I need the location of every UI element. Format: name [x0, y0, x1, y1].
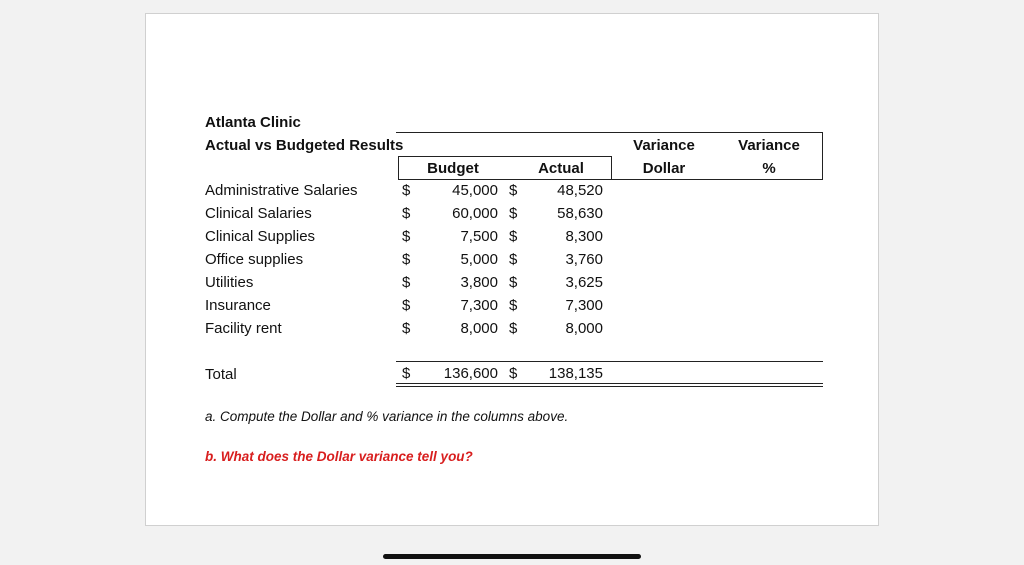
- actual-value: 8,300: [565, 228, 603, 245]
- currency-symbol: $: [509, 365, 518, 382]
- currency-symbol: $: [402, 274, 411, 291]
- currency-symbol: $: [402, 297, 411, 314]
- header-variance-pct-line1: Variance: [738, 137, 800, 154]
- currency-symbol: $: [402, 365, 411, 382]
- actual-value: 3,625: [565, 274, 603, 291]
- header-right-border: [822, 132, 823, 180]
- total-top-line: [396, 361, 823, 362]
- currency-symbol: $: [509, 320, 518, 337]
- budget-value: 3,800: [460, 274, 498, 291]
- header-variance-pct-line2: %: [762, 160, 776, 177]
- row-label: Administrative Salaries: [205, 182, 358, 199]
- header-actual: Actual: [538, 160, 584, 177]
- currency-symbol: $: [509, 228, 518, 245]
- currency-symbol: $: [509, 251, 518, 268]
- currency-symbol: $: [509, 182, 518, 199]
- currency-symbol: $: [402, 320, 411, 337]
- home-indicator-bar[interactable]: [383, 554, 641, 559]
- actual-value: 48,520: [557, 182, 603, 199]
- total-double-underline-1: [396, 383, 823, 384]
- currency-symbol: $: [402, 182, 411, 199]
- currency-symbol: $: [402, 228, 411, 245]
- header-variance-dollar-line2: Dollar: [642, 160, 686, 177]
- currency-symbol: $: [509, 297, 518, 314]
- row-label: Office supplies: [205, 251, 304, 268]
- question-b: b. What does the Dollar variance tell you?: [205, 449, 473, 464]
- total-label: Total: [205, 366, 237, 383]
- budget-value: 5,000: [460, 251, 498, 268]
- row-label: Clinical Salaries: [205, 205, 312, 222]
- row-label: Facility rent: [205, 320, 282, 337]
- total-budget-value: 136,600: [443, 365, 498, 382]
- header-top-line: [396, 132, 823, 133]
- budget-value: 45,000: [452, 182, 498, 199]
- currency-symbol: $: [509, 205, 518, 222]
- question-a: a. Compute the Dollar and % variance in the columns above.: [205, 409, 569, 424]
- currency-symbol: $: [402, 251, 411, 268]
- document-title: Atlanta Clinic: [205, 114, 301, 131]
- document-page: [145, 13, 879, 526]
- row-label: Clinical Supplies: [205, 228, 316, 245]
- budget-value: 7,500: [460, 228, 498, 245]
- total-double-underline-2: [396, 386, 823, 387]
- header-budget: Budget: [427, 160, 479, 177]
- actual-value: 7,300: [565, 297, 603, 314]
- budget-value: 8,000: [460, 320, 498, 337]
- actual-value: 58,630: [557, 205, 603, 222]
- header-variance-dollar-line1: Variance: [633, 137, 695, 154]
- currency-symbol: $: [402, 205, 411, 222]
- variance-header-bottom-line: [612, 179, 823, 180]
- budget-value: 7,300: [460, 297, 498, 314]
- actual-value: 3,760: [565, 251, 603, 268]
- actual-value: 8,000: [565, 320, 603, 337]
- budget-value: 60,000: [452, 205, 498, 222]
- row-label: Insurance: [205, 297, 271, 314]
- total-actual-value: 138,135: [548, 365, 603, 382]
- currency-symbol: $: [509, 274, 518, 291]
- document-subtitle: Actual vs Budgeted Results: [205, 137, 404, 154]
- row-label: Utilities: [205, 274, 254, 291]
